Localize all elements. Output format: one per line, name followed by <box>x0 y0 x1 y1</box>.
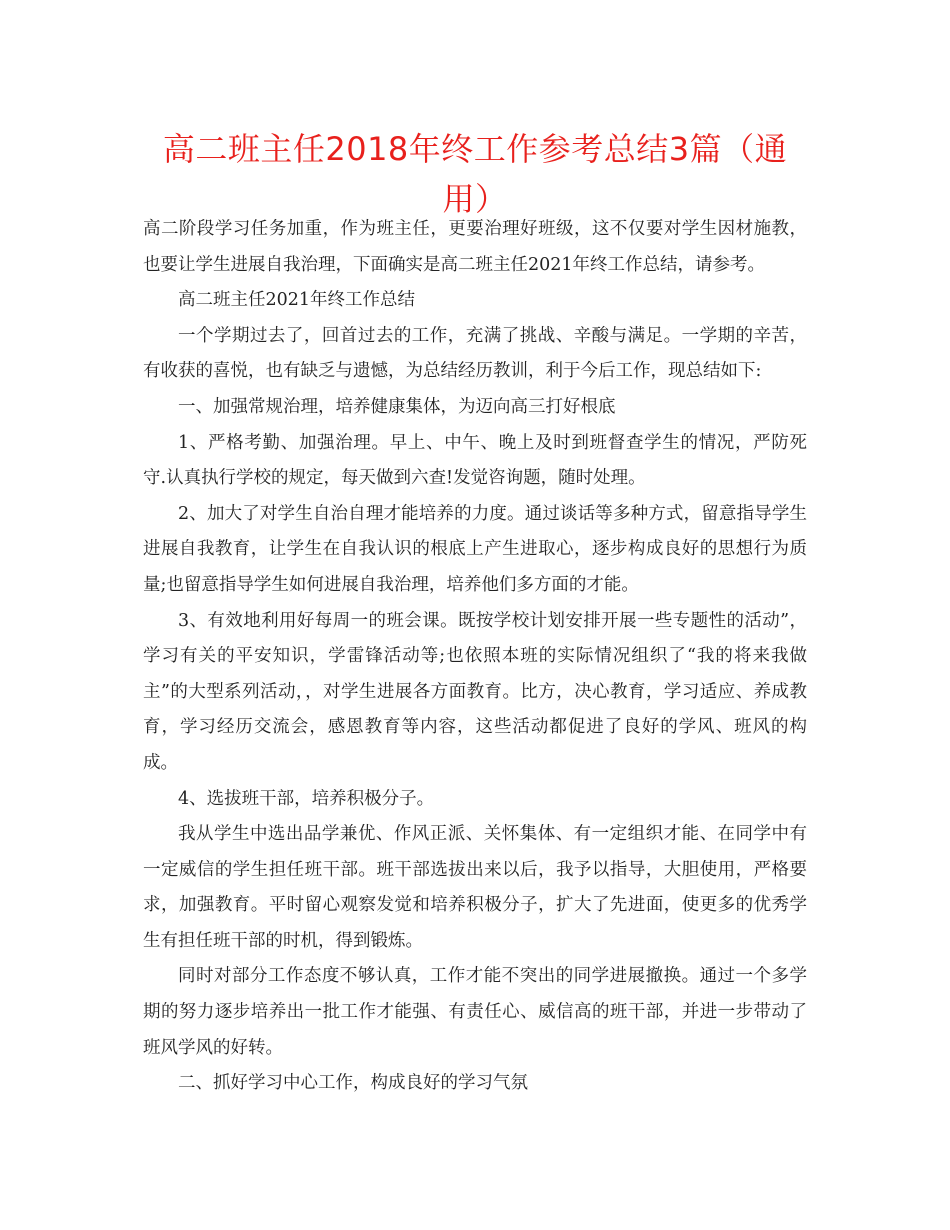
document-body <box>143 212 807 1102</box>
paragraph: 高二班主任2021年终工作总结 <box>178 290 416 311</box>
paragraph: 二、抓好学习中心工作，构成良好的学习气氛 <box>178 1073 528 1094</box>
paragraph: 同时对部分工作态度不够认真，工作才能不突出的同学进展撤换。通过一个多学期的努力逐步培养出一批工作才能强、有责任心、威信高的班干部，并进一步带动了班风学风的好转。 <box>143 966 807 1058</box>
paragraph: 一、加强常规治理，培养健康集体，为迈向高三打好根底 <box>178 396 616 417</box>
paragraph: 2、加大了对学生自治自理才能培养的力度。通过谈话等多种方式，留意指导学生进展自我教育，让学生在自我认识的根底上产生进取心，逐步构成良好的思想行为质量;也留意指导学生如何进展自我治理，培养他们多方面的才能。 <box>143 503 807 595</box>
paragraph: 一个学期过去了，回首过去的工作，充满了挑战、辛酸与满足。一学期的辛苦，有收获的喜悦，也有缺乏与遗憾，为总结经历教训，利于今后工作，现总结如下: <box>143 325 807 382</box>
paragraph: 4、选拔班干部，培养积极分子。 <box>178 788 435 809</box>
paragraph: 高二阶段学习任务加重，作为班主任，更要治理好班级，这不仅要对学生因材施教，也要让学生进展自我治理，下面确实是高二班主任2021年终工作总结，请参考。 <box>143 219 807 275</box>
paragraph: 我从学生中选出品学兼优、作风正派、关怀集体、有一定组织才能、在同学中有一定威信的学生担任班干部。班干部选拔出来以后，我予以指导，大胆使用，严格要求，加强教育。平时留心观察发觉和培养积极分子，扩大了先进面，使更多的优秀学生有担任班干部的时机，得到锻炼。 <box>143 824 807 951</box>
paragraph: 1、严格考勤、加强治理。早上、中午、晚上及时到班督查学生的情况，严防死守.认真执行学校的规定，每天做到六查!发觉咨询题，随时处理。 <box>143 432 807 489</box>
paragraph: 3、有效地利用好每周一的班会课。既按学校计划安排开展一些专题性的活动”，学习有关的平安知识，学雷锋活动等;也依照本班的实际情况组织了“我的将来我做主”的大型系列活动，，对学生进展各方面教育。比方，决心教育，学习适应、养成教育，学习经历交流会，感恩教育等内容，这些活动都促进了良好的学风、班风的构成。 <box>143 610 807 773</box>
document-title: 高二班主任2018年终工作参考总结3篇（通用） <box>162 130 788 218</box>
